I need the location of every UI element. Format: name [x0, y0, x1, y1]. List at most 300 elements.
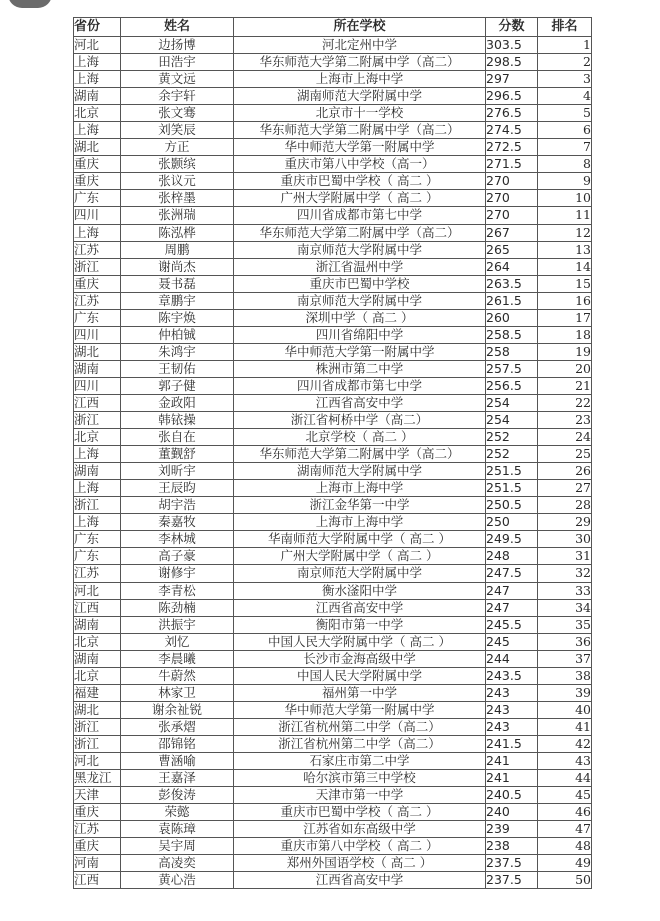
cell-school: 郑州外国语学校（ 高二 ）	[234, 855, 486, 872]
cell-school: 河北定州中学	[234, 37, 486, 54]
cell-school: 四川省成都市第七中学	[234, 377, 486, 394]
cell-name: 曹涵喻	[121, 752, 234, 769]
cell-school: 上海市上海中学	[234, 480, 486, 497]
cell-score: 248	[486, 548, 538, 565]
table-row	[74, 309, 592, 326]
cell-rank: 44	[538, 770, 592, 787]
table-row	[74, 633, 592, 650]
cell-name: 田浩宇	[121, 54, 234, 71]
cell-name: 郭子健	[121, 377, 234, 394]
cell-rank: 10	[538, 190, 592, 207]
cell-province: 四川	[74, 377, 121, 394]
cell-rank: 23	[538, 412, 592, 429]
cell-province: 重庆	[74, 156, 121, 173]
table-row	[74, 360, 592, 377]
header-school: 所在学校	[234, 18, 486, 37]
table-row	[74, 514, 592, 531]
table-row	[74, 224, 592, 241]
cell-score: 239	[486, 821, 538, 838]
cell-school: 重庆市巴蜀中学校（ 高二 ）	[234, 173, 486, 190]
table-row	[74, 565, 592, 582]
cell-province: 四川	[74, 207, 121, 224]
cell-name: 张颢缤	[121, 156, 234, 173]
cell-score: 256.5	[486, 377, 538, 394]
cell-school: 中国人民大学附属中学（ 高二 ）	[234, 633, 486, 650]
cell-name: 朱鸿宇	[121, 343, 234, 360]
cell-rank: 4	[538, 88, 592, 105]
table-row	[74, 616, 592, 633]
cell-name: 李林城	[121, 531, 234, 548]
cell-school: 江西省高安中学	[234, 394, 486, 411]
cell-name: 刘昕宇	[121, 463, 234, 480]
cell-province: 重庆	[74, 804, 121, 821]
table-row	[74, 139, 592, 156]
cell-rank: 38	[538, 667, 592, 684]
cell-name: 聂书磊	[121, 275, 234, 292]
cell-province: 江苏	[74, 565, 121, 582]
ranking-table	[73, 17, 592, 889]
cell-school: 衡阳市第一中学	[234, 616, 486, 633]
cell-score: 264	[486, 258, 538, 275]
cell-province: 浙江	[74, 497, 121, 514]
cell-rank: 30	[538, 531, 592, 548]
table-row	[74, 71, 592, 88]
cell-score: 270	[486, 173, 538, 190]
table-row	[74, 582, 592, 599]
cell-score: 298.5	[486, 54, 538, 71]
table-row	[74, 770, 592, 787]
cell-score: 257.5	[486, 360, 538, 377]
cell-name: 陈泓桦	[121, 224, 234, 241]
cell-name: 张梓墨	[121, 190, 234, 207]
cell-score: 258.5	[486, 326, 538, 343]
cell-school: 重庆市第八中学校（高一）	[234, 156, 486, 173]
cell-province: 湖北	[74, 343, 121, 360]
cell-province: 北京	[74, 105, 121, 122]
cell-score: 272.5	[486, 139, 538, 156]
table-row	[74, 855, 592, 872]
table-row	[74, 667, 592, 684]
cell-score: 251.5	[486, 463, 538, 480]
cell-name: 牛蔚然	[121, 667, 234, 684]
cell-score: 258	[486, 343, 538, 360]
cell-score: 274.5	[486, 122, 538, 139]
cell-school: 衡水滏阳中学	[234, 582, 486, 599]
cell-score: 252	[486, 446, 538, 463]
cell-score: 243	[486, 718, 538, 735]
cell-province: 重庆	[74, 275, 121, 292]
cell-score: 237.5	[486, 855, 538, 872]
cell-school: 华中师范大学第一附属中学	[234, 139, 486, 156]
cell-rank: 17	[538, 309, 592, 326]
cell-school: 重庆市巴蜀中学校	[234, 275, 486, 292]
cell-score: 251.5	[486, 480, 538, 497]
cell-score: 252	[486, 429, 538, 446]
cell-school: 南京师范大学附属中学	[234, 565, 486, 582]
cell-rank: 32	[538, 565, 592, 582]
cell-rank: 28	[538, 497, 592, 514]
table-row	[74, 650, 592, 667]
cell-province: 湖南	[74, 650, 121, 667]
cell-score: 241.5	[486, 735, 538, 752]
cell-name: 张议元	[121, 173, 234, 190]
cell-province: 上海	[74, 122, 121, 139]
cell-school: 华东师范大学第二附属中学（高二）	[234, 122, 486, 139]
cell-school: 江西省高安中学	[234, 872, 486, 889]
cell-name: 张文骞	[121, 105, 234, 122]
cell-school: 中国人民大学附属中学	[234, 667, 486, 684]
cell-school: 重庆市第八中学校（ 高二 ）	[234, 838, 486, 855]
cell-school: 上海市上海中学	[234, 514, 486, 531]
cell-school: 四川省成都市第七中学	[234, 207, 486, 224]
cell-province: 浙江	[74, 735, 121, 752]
cell-rank: 39	[538, 684, 592, 701]
cell-rank: 37	[538, 650, 592, 667]
cell-name: 刘忆	[121, 633, 234, 650]
cell-score: 243	[486, 684, 538, 701]
table-row	[74, 752, 592, 769]
cell-score: 303.5	[486, 37, 538, 54]
cell-province: 上海	[74, 514, 121, 531]
table-row	[74, 105, 592, 122]
cell-rank: 18	[538, 326, 592, 343]
cell-rank: 22	[538, 394, 592, 411]
cell-score: 296.5	[486, 88, 538, 105]
cell-rank: 36	[538, 633, 592, 650]
cell-province: 北京	[74, 633, 121, 650]
cell-rank: 48	[538, 838, 592, 855]
cell-province: 北京	[74, 667, 121, 684]
table-row	[74, 37, 592, 54]
cell-rank: 2	[538, 54, 592, 71]
cell-score: 245	[486, 633, 538, 650]
table-row	[74, 684, 592, 701]
cell-province: 湖南	[74, 88, 121, 105]
cell-school: 浙江省温州中学	[234, 258, 486, 275]
cell-rank: 43	[538, 752, 592, 769]
cell-score: 247	[486, 599, 538, 616]
cell-school: 华南师范大学附属中学（ 高二 ）	[234, 531, 486, 548]
table-row	[74, 735, 592, 752]
cell-rank: 45	[538, 787, 592, 804]
cell-province: 四川	[74, 326, 121, 343]
cell-name: 王辰昀	[121, 480, 234, 497]
cell-province: 上海	[74, 224, 121, 241]
cell-name: 章鹏宇	[121, 292, 234, 309]
cell-name: 张自在	[121, 429, 234, 446]
cell-province: 河南	[74, 855, 121, 872]
cell-province: 江苏	[74, 821, 121, 838]
cell-name: 黄心浩	[121, 872, 234, 889]
cell-rank: 7	[538, 139, 592, 156]
cell-rank: 19	[538, 343, 592, 360]
table-row	[74, 122, 592, 139]
cell-name: 林家卫	[121, 684, 234, 701]
cell-score: 250	[486, 514, 538, 531]
table-row	[74, 173, 592, 190]
table-row	[74, 377, 592, 394]
cell-province: 江苏	[74, 292, 121, 309]
cell-rank: 20	[538, 360, 592, 377]
cell-province: 上海	[74, 54, 121, 71]
cell-school: 浙江省柯桥中学（高二）	[234, 412, 486, 429]
cell-rank: 3	[538, 71, 592, 88]
cell-province: 江西	[74, 872, 121, 889]
table-row	[74, 804, 592, 821]
cell-province: 广东	[74, 309, 121, 326]
cell-rank: 21	[538, 377, 592, 394]
cell-name: 胡宇浩	[121, 497, 234, 514]
cell-score: 243	[486, 701, 538, 718]
cell-rank: 11	[538, 207, 592, 224]
cell-school: 湖南师范大学附属中学	[234, 88, 486, 105]
cell-name: 周鹏	[121, 241, 234, 258]
cell-name: 余宇轩	[121, 88, 234, 105]
cell-school: 石家庄市第二中学	[234, 752, 486, 769]
cell-name: 高子豪	[121, 548, 234, 565]
table-row	[74, 548, 592, 565]
cell-province: 广东	[74, 190, 121, 207]
table-row	[74, 531, 592, 548]
cell-name: 边扬博	[121, 37, 234, 54]
cell-rank: 13	[538, 241, 592, 258]
cell-score: 261.5	[486, 292, 538, 309]
cell-score: 249.5	[486, 531, 538, 548]
cell-name: 张承熠	[121, 718, 234, 735]
cell-rank: 24	[538, 429, 592, 446]
cell-province: 湖南	[74, 616, 121, 633]
cell-score: 247.5	[486, 565, 538, 582]
cell-score: 297	[486, 71, 538, 88]
cell-school: 浙江省杭州第二中学（高二）	[234, 735, 486, 752]
cell-rank: 33	[538, 582, 592, 599]
table-row	[74, 54, 592, 71]
cell-score: 245.5	[486, 616, 538, 633]
cell-name: 董觐舒	[121, 446, 234, 463]
cell-rank: 50	[538, 872, 592, 889]
cell-school: 华中师范大学第一附属中学	[234, 343, 486, 360]
cell-school: 福州第一中学	[234, 684, 486, 701]
cell-province: 河北	[74, 582, 121, 599]
cell-school: 广州大学附属中学（ 高二 ）	[234, 548, 486, 565]
cell-name: 陈劲楠	[121, 599, 234, 616]
cell-school: 华东师范大学第二附属中学（高二）	[234, 446, 486, 463]
cell-province: 湖南	[74, 463, 121, 480]
cell-school: 华东师范大学第二附属中学（高二）	[234, 54, 486, 71]
cell-school: 北京市十一学校	[234, 105, 486, 122]
table-row	[74, 599, 592, 616]
cell-rank: 5	[538, 105, 592, 122]
cell-name: 荣懿	[121, 804, 234, 821]
header-score: 分数	[486, 18, 538, 37]
cell-school: 浙江金华第一中学	[234, 497, 486, 514]
cell-province: 上海	[74, 446, 121, 463]
cell-name: 秦嘉牧	[121, 514, 234, 531]
table-row	[74, 394, 592, 411]
header-name: 姓名	[121, 18, 234, 37]
table-row	[74, 787, 592, 804]
cell-province: 江苏	[74, 241, 121, 258]
cell-province: 上海	[74, 71, 121, 88]
cell-score: 276.5	[486, 105, 538, 122]
cell-name: 刘笑辰	[121, 122, 234, 139]
cell-rank: 40	[538, 701, 592, 718]
cell-province: 福建	[74, 684, 121, 701]
table-row	[74, 190, 592, 207]
cell-score: 237.5	[486, 872, 538, 889]
cell-province: 北京	[74, 429, 121, 446]
cell-score: 243.5	[486, 667, 538, 684]
cell-school: 天津市第一中学	[234, 787, 486, 804]
cell-province: 浙江	[74, 258, 121, 275]
cell-name: 王韧佑	[121, 360, 234, 377]
cell-rank: 42	[538, 735, 592, 752]
cell-province: 重庆	[74, 838, 121, 855]
cell-rank: 6	[538, 122, 592, 139]
cell-rank: 15	[538, 275, 592, 292]
cell-school: 四川省绵阳中学	[234, 326, 486, 343]
table-row	[74, 326, 592, 343]
cell-school: 北京学校（ 高二 ）	[234, 429, 486, 446]
cell-rank: 41	[538, 718, 592, 735]
cell-province: 浙江	[74, 718, 121, 735]
cell-name: 黄文远	[121, 71, 234, 88]
cell-rank: 8	[538, 156, 592, 173]
table-row	[74, 156, 592, 173]
cell-name: 王嘉泽	[121, 770, 234, 787]
cell-school: 广州大学附属中学（ 高二 ）	[234, 190, 486, 207]
cell-rank: 49	[538, 855, 592, 872]
table-row	[74, 480, 592, 497]
cell-school: 重庆市巴蜀中学校（ 高二 ）	[234, 804, 486, 821]
table-body	[74, 37, 592, 889]
cell-province: 河北	[74, 37, 121, 54]
header-rank: 排名	[538, 18, 592, 37]
cell-school: 株洲市第二中学	[234, 360, 486, 377]
cell-rank: 27	[538, 480, 592, 497]
cell-school: 浙江省杭州第二中学（高二）	[234, 718, 486, 735]
cell-province: 江西	[74, 394, 121, 411]
cell-score: 263.5	[486, 275, 538, 292]
cell-name: 吴宇周	[121, 838, 234, 855]
cell-school: 深圳中学（ 高二 ）	[234, 309, 486, 326]
cell-province: 河北	[74, 752, 121, 769]
table-row	[74, 88, 592, 105]
cell-name: 谢余祉锐	[121, 701, 234, 718]
cell-rank: 35	[538, 616, 592, 633]
table-row	[74, 446, 592, 463]
cell-name: 陈宇焕	[121, 309, 234, 326]
table-row	[74, 258, 592, 275]
cell-score: 270	[486, 207, 538, 224]
cell-school: 长沙市金海高级中学	[234, 650, 486, 667]
cell-score: 238	[486, 838, 538, 855]
cell-name: 邵锦铭	[121, 735, 234, 752]
cell-school: 南京师范大学附属中学	[234, 241, 486, 258]
cell-province: 广东	[74, 548, 121, 565]
cell-province: 湖北	[74, 701, 121, 718]
cell-rank: 12	[538, 224, 592, 241]
table-row	[74, 292, 592, 309]
cell-school: 上海市上海中学	[234, 71, 486, 88]
cell-rank: 25	[538, 446, 592, 463]
cell-score: 247	[486, 582, 538, 599]
cell-school: 湖南师范大学附属中学	[234, 463, 486, 480]
cell-rank: 29	[538, 514, 592, 531]
cell-name: 谢修宇	[121, 565, 234, 582]
table-row	[74, 412, 592, 429]
cell-province: 浙江	[74, 412, 121, 429]
cell-province: 重庆	[74, 173, 121, 190]
cell-school: 江西省高安中学	[234, 599, 486, 616]
cell-rank: 26	[538, 463, 592, 480]
cell-school: 哈尔滨市第三中学校	[234, 770, 486, 787]
cell-name: 高凌奕	[121, 855, 234, 872]
cell-rank: 47	[538, 821, 592, 838]
table-row	[74, 429, 592, 446]
cell-name: 谢尚杰	[121, 258, 234, 275]
table-header-row	[74, 18, 592, 37]
header-province: 省份	[74, 18, 121, 37]
table-row	[74, 821, 592, 838]
cell-rank: 46	[538, 804, 592, 821]
cell-name: 袁陈璋	[121, 821, 234, 838]
cell-rank: 31	[538, 548, 592, 565]
cell-score: 241	[486, 770, 538, 787]
cell-name: 洪振宇	[121, 616, 234, 633]
cell-score: 254	[486, 394, 538, 411]
cell-school: 华中师范大学第一附属中学	[234, 701, 486, 718]
table-row	[74, 343, 592, 360]
table-row	[74, 701, 592, 718]
cell-rank: 1	[538, 37, 592, 54]
table-row	[74, 241, 592, 258]
cell-name: 方正	[121, 139, 234, 156]
cell-province: 广东	[74, 531, 121, 548]
cell-score: 270	[486, 190, 538, 207]
cell-school: 江苏省如东高级中学	[234, 821, 486, 838]
table-row	[74, 463, 592, 480]
cell-province: 黑龙江	[74, 770, 121, 787]
table-row	[74, 275, 592, 292]
cell-province: 上海	[74, 480, 121, 497]
cell-score: 267	[486, 224, 538, 241]
cell-score: 265	[486, 241, 538, 258]
table-row	[74, 207, 592, 224]
cell-score: 240	[486, 804, 538, 821]
cell-rank: 16	[538, 292, 592, 309]
cell-school: 华东师范大学第二附属中学（高二）	[234, 224, 486, 241]
cell-name: 李晨曦	[121, 650, 234, 667]
cell-name: 仲柏铖	[121, 326, 234, 343]
cell-name: 彭俊涛	[121, 787, 234, 804]
cell-school: 南京师范大学附属中学	[234, 292, 486, 309]
cell-province: 湖南	[74, 360, 121, 377]
cell-rank: 9	[538, 173, 592, 190]
cell-province: 湖北	[74, 139, 121, 156]
cell-score: 260	[486, 309, 538, 326]
corner-logo-fragment	[8, 0, 52, 8]
cell-province: 江西	[74, 599, 121, 616]
table-row	[74, 718, 592, 735]
cell-score: 240.5	[486, 787, 538, 804]
cell-province: 天津	[74, 787, 121, 804]
cell-name: 李青松	[121, 582, 234, 599]
cell-name: 张洲瑞	[121, 207, 234, 224]
cell-score: 250.5	[486, 497, 538, 514]
cell-name: 韩铱操	[121, 412, 234, 429]
cell-name: 金政阳	[121, 394, 234, 411]
